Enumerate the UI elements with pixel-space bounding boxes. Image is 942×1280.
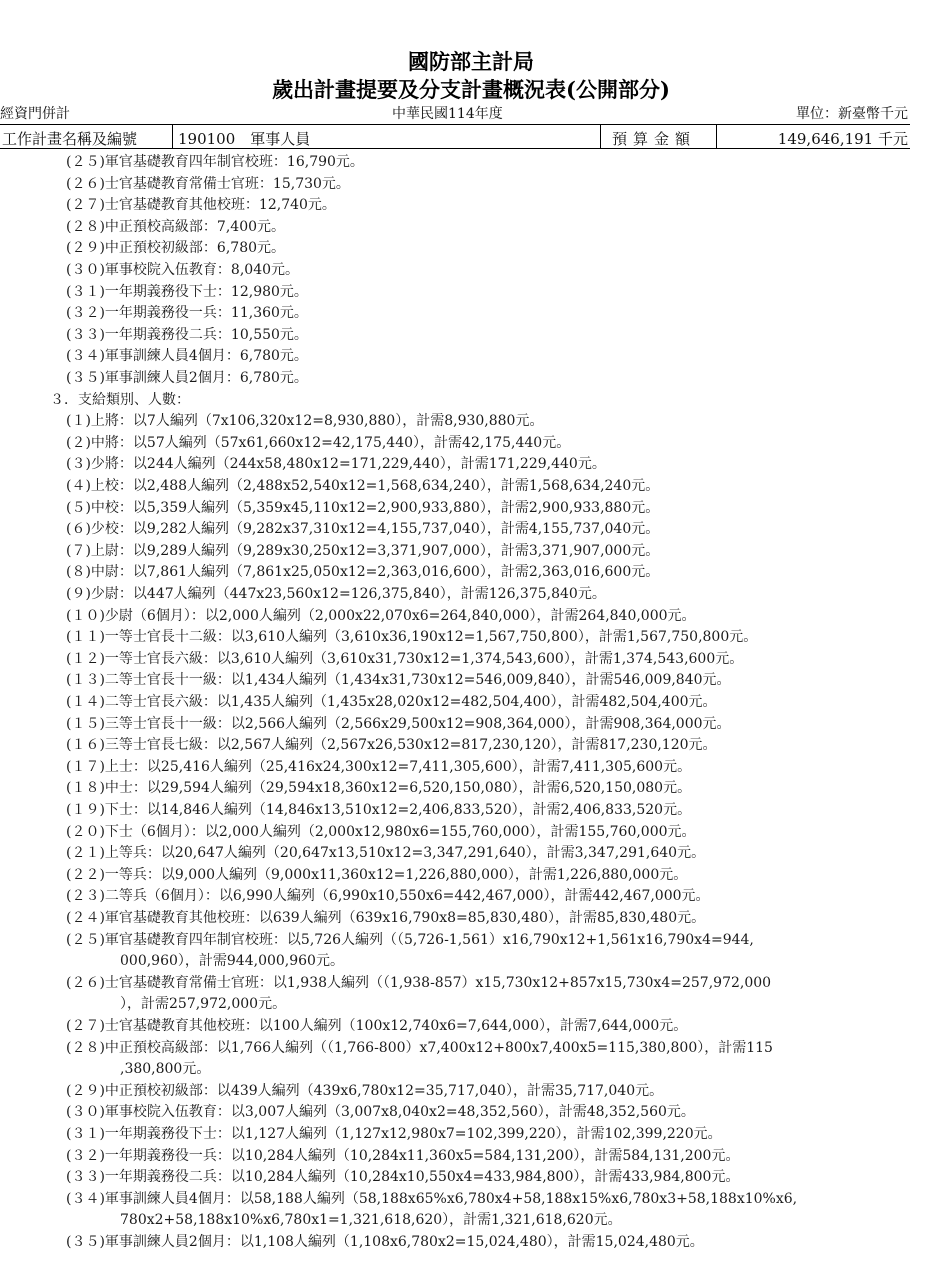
plan-code: 190100 軍事人員: [178, 130, 311, 148]
list-item: (１４)二等士官長六級：以1,435人編列（1,435x28,020x12=482,504,400），計需482,504,400元。: [66, 694, 717, 710]
list-item: (３２)一年期義務役一兵：以10,284人編列（10,284x11,360x5=584,131,200），計需584,131,200元。: [66, 1147, 740, 1164]
document-subtitle: 歲出計畫提要及分支計畫概況表(公開部分): [272, 77, 670, 102]
list-item: (２９)中正預校初級部：6,780元。: [66, 240, 286, 257]
list-item: (２５)軍官基礎教育四年制官校班：以5,726人編列（（5,726-1,561）x16,790x12+1,561x16,790x4=944,: [66, 931, 754, 948]
list-item: (３１)一年期義務役下士：以1,127人編列（1,127x12,980x7=102,399,220），計需102,399,220元。: [66, 1126, 722, 1142]
list-item: (２９)中正預校初級部：以439人編列（439x6,780x12=35,717,040），計需35,717,040元。: [66, 1082, 664, 1099]
list-item: (３３)一年期義務役二兵：10,550元。: [66, 326, 308, 343]
list-item: (９)少尉：以447人編列（447x23,560x12=126,375,840），計需126,375,840元。: [66, 586, 606, 602]
list-item: (３５)軍事訓練人員2個月：6,780元。: [66, 370, 308, 386]
list-item: (３１)一年期義務役下士：12,980元。: [66, 283, 308, 300]
list-item: (５)中校：以5,359人編列（5,359x45,110x12=2,900,933,880），計需2,900,933,880元。: [66, 499, 660, 516]
list-item-continuation: 780x2+58,188x10%x6,780x1=1,321,618,620），計需1,321,618,620元。: [120, 1212, 622, 1229]
list-item: (３０)軍事校院入伍教育：以3,007人編列（3,007x8,040x2=48,352,560），計需48,352,560元。: [66, 1104, 695, 1121]
list-item: (１９)下士：以14,846人編列（14,846x13,510x12=2,406,833,520），計需2,406,833,520元。: [66, 802, 692, 818]
list-item: (１１)一等士官長十二級：以3,610人編列（3,610x36,190x12=1,567,750,800），計需1,567,750,800元。: [66, 629, 758, 646]
plan-name-label: 工作計畫名稱及編號: [2, 130, 138, 148]
list-item: (２６)士官基礎教育常備士官班：以1,938人編列（（1,938-857）x15,730x12+857x15,730x4=257,972,000: [66, 974, 772, 991]
list-item: (２)中將：以57人編列（57x61,660x12=42,175,440），計需42,175,440元。: [66, 434, 571, 451]
list-item: (２７)士官基礎教育其他校班：12,740元。: [66, 197, 336, 214]
list-item: (２０)下士（6個月）：以2,000人編列（2,000x12,980x6=155,760,000），計需155,760,000元。: [66, 823, 696, 840]
list-item: (２４)軍官基礎教育其他校班：以639人編列（639x16,790x8=85,830,480），計需85,830,480元。: [66, 910, 706, 926]
header-divider: [600, 124, 601, 148]
list-item: (３３)一年期義務役二兵：以10,284人編列（10,284x10,550x4=433,984,800），計需433,984,800元。: [66, 1169, 740, 1186]
unit-label: 單位：新臺幣千元: [796, 106, 908, 122]
list-item: (３４)軍事訓練人員4個月：6,780元。: [66, 348, 308, 365]
list-item: (２５)軍官基礎教育四年制官校班：16,790元。: [66, 154, 364, 170]
list-item: (２６)士官基礎教育常備士官班：15,730元。: [66, 175, 350, 192]
budget-amount-label: 預算金額: [612, 130, 697, 148]
list-item-continuation: ），計需257,972,000元。: [120, 996, 287, 1013]
list-item: (１３)二等士官長十一級：以1,434人編列（1,434x31,730x12=546,009,840），計需546,009,840元。: [66, 672, 731, 689]
header-top-rule: [0, 124, 910, 125]
list-item: (１)上將：以7人編列（7x106,320x12=8,930,880），計需8,930,880元。: [66, 413, 544, 430]
document-title: 國防部主計局: [408, 49, 534, 74]
budget-amount-value: 149,646,191 千元: [777, 130, 908, 148]
list-item: (１６)三等士官長七級：以2,567人編列（2,567x26,530x12=817,230,120），計需817,230,120元。: [66, 737, 717, 754]
list-item: (２８)中正預校高級部：以1,766人編列（（1,766-800）x7,400x12+800x7,400x5=115,380,800），計需115: [66, 1039, 773, 1056]
section-heading: ３．支給類別、人數：: [50, 391, 190, 408]
header-divider: [716, 124, 717, 148]
list-item: (２８)中正預校高級部：7,400元。: [66, 218, 286, 235]
list-item: (２３)二等兵（6個月）：以6,990人編列（6,990x10,550x6=442,467,000），計需442,467,000元。: [66, 888, 710, 905]
list-item: (３４)軍事訓練人員4個月：以58,188人編列（58,188x65%x6,780x4+58,188x15%x6,780x3+58,188x10%x6,: [66, 1190, 798, 1207]
list-item: (２２)一等兵：以9,000人編列（9,000x11,360x12=1,226,880,000），計需1,226,880,000元。: [66, 866, 688, 883]
list-item: (３)少將：以244人編列（244x58,480x12=171,229,440），計需171,229,440元。: [66, 456, 606, 473]
list-item-continuation: ,380,800元。: [120, 1061, 211, 1078]
list-item: (３０)軍事校院入伍教育：8,040元。: [66, 262, 300, 278]
list-item: (１２)一等士官長六級：以3,610人編列（3,610x31,730x12=1,374,543,600），計需1,374,543,600元。: [66, 650, 744, 667]
list-item: (６)少校：以9,282人編列（9,282x37,310x12=4,155,737,040），計需4,155,737,040元。: [66, 521, 660, 538]
list-item: (１８)中士：以29,594人編列（29,594x18,360x12=6,520,150,080），計需6,520,150,080元。: [66, 780, 692, 797]
fund-type-label: 經資門併計: [0, 106, 70, 122]
header-divider: [172, 124, 173, 148]
list-item: (３５)軍事訓練人員2個月：以1,108人編列（1,108x6,780x2=15,024,480），計需15,024,480元。: [66, 1234, 704, 1250]
list-item: (８)中尉：以7,861人編列（7,861x25,050x12=2,363,016,600），計需2,363,016,600元。: [66, 564, 660, 581]
list-item: (３２)一年期義務役一兵：11,360元。: [66, 305, 308, 322]
list-item: (１７)上士：以25,416人編列（25,416x24,300x12=7,411,305,600），計需7,411,305,600元。: [66, 758, 692, 775]
list-item: (２７)士官基礎教育其他校班：以100人編列（100x12,740x6=7,644,000），計需7,644,000元。: [66, 1018, 688, 1034]
list-item: (１０)少尉（6個月）：以2,000人編列（2,000x22,070x6=264,840,000），計需264,840,000元。: [66, 607, 696, 624]
list-item: (２１)上等兵：以20,647人編列（20,647x13,510x12=3,347,291,640），計需3,347,291,640元。: [66, 845, 706, 862]
list-item: (１５)三等士官長十一級：以2,566人編列（2,566x29,500x12=908,364,000），計需908,364,000元。: [66, 715, 731, 732]
list-item: (７)上尉：以9,289人編列（9,289x30,250x12=3,371,907,000），計需3,371,907,000元。: [66, 542, 660, 559]
list-item: (４)上校：以2,488人編列（2,488x52,540x12=1,568,634,240），計需1,568,634,240元。: [66, 478, 660, 494]
list-item-continuation: 000,960），計需944,000,960元。: [120, 953, 344, 970]
fiscal-year-label: 中華民國114年度: [392, 106, 503, 122]
